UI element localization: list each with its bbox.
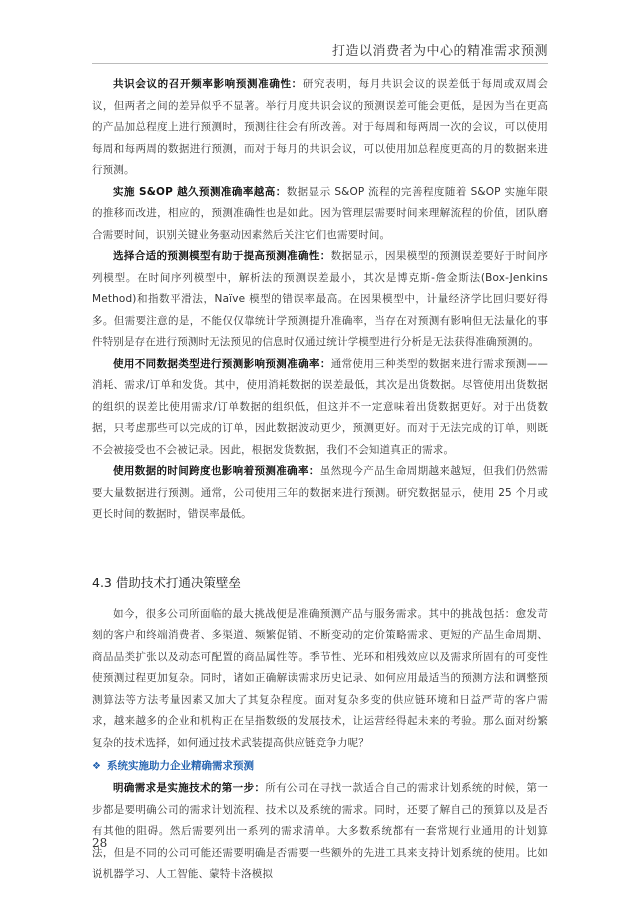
paragraph-text: 所有公司在寻找一款适合自己的需求计划系统的时候，第一步都是要明确公司的需求计划流程、技术以及系统的需求。同时，还要了解自己的预算以及是否有其他的阻碍。然后需要列出一系列的需求清单。大多数系统都有一套常规行业通用的计划算法，但是不同的公司可能还需要明确是否需要一些额外的先进工具来支持计划系统的使用。比如说机器学习、人工智能、蒙特卡洛模拟	[92, 782, 548, 880]
paragraph-lead: 实施 S&OP 越久预测准确率越高：	[113, 185, 287, 198]
diamond-bullet-icon: ❖	[92, 761, 101, 772]
paragraph-text: 虽然现今产品生命周期越来越短，但我们仍然需要大量数据进行预测。通常，公司使用三年的数据来进行预测。研究数据显示，使用 25 个月或更长时间的数据时，错误率最低。	[92, 465, 548, 520]
paragraph-text: 数据显示，因果模型的预测误差要好于时间序列模型。在时间序列模型中，解析法的预测误差最小，其次是博克斯-詹金斯法(Box-Jenkins Method)和指数平滑法，Naïve 模型的错误率最高。在因果模型中，计量经济学比回归要好得多。但需要注意的是，不能仅仅靠统计学预测提升准确率，当存在对预测有影响但无法量化的事件特别是存在进行预测时无法预见的信息时仅通过统计学模型进行分析是无法获得准确预测的。	[92, 250, 549, 348]
section-intro-paragraph: 如今，很多公司所面临的最大挑战便是准确预测产品与服务需求。其中的挑战包括：愈发苛刻的客户和终端消费者、多渠道、频繁促销、不断变动的定价策略需求、更短的产品生命周期、商品品类扩张以及动态可配置的商品属性等。季节性、光环和相残效应以及需求所固有的可变性使预测过程更加复杂。同时，诸如正确解读需求历史记录、如何应用最适当的预测方法和调整预测算法等方法考量因素又加大了其复杂程度。面对复杂多变的供应链环境和日益严苛的客户需求，越来越多的企业和机构正在呈指数级的发展技术，让运营经得起未来的考验。那么面对纷繁复杂的技术选择，如何通过技术武装提高供应链竞争力呢？	[92, 607, 548, 749]
paragraph-lead: 明确需求是实施技术的第一步：	[113, 782, 266, 794]
paragraph-sop-duration	[92, 182, 548, 247]
paragraph-text: 通常使用三种类型的数据来进行需求预测——消耗、需求/订单和发货。其中，使用消耗数据的误差最低，其次是出货数据。尽管使用出货数据的组织的误差比使用需求/订单数据的组织低，但这并不一定意味着出货数据更好。对于出货数据，只考虑那些可以完成的订单，因此数据波动更少，预测更好。而对于无法完成的订单，则既不会被接受也不会被记录。因此，根据发货数据，我们不会知道真正的需求。	[92, 357, 549, 456]
paragraph-forecast-model	[92, 246, 548, 354]
paragraph-text: 研究表明，每月共识会议的误差低于每周或双周会议，但两者之间的差异似乎不显著。举行月度共识会议的预测误差可能会更低，是因为当在更高的产品加总程度上进行预测时，预测往往会有所改善。对于每周和每两周一次的会议，可以使用每周和每两周的数据进行预测，而对于每月的共识会议，可以使用加总程度更高的月的数据来进行预测。	[92, 78, 548, 176]
paragraph-text: 数据显示 S&OP 流程的完善程度随着 S&OP 实施年限的推移而改进，相应的，预测准确性也是如此。因为管理层需要时间来理解流程的价值，团队磨合需要时间，识别关键业务驱动因素然后关注它们也需要时间。	[92, 185, 548, 241]
page-content	[92, 74, 548, 886]
page-number: 28	[92, 836, 108, 850]
paragraph-data-types	[92, 354, 548, 462]
paragraph-lead: 选择合适的预测模型有助于提高预测准确性：	[113, 250, 331, 262]
paragraph-meeting-frequency	[92, 74, 548, 182]
paragraph-lead: 使用数据的时间跨度也影响着预测准确率：	[113, 465, 320, 477]
sub-heading	[92, 755, 548, 778]
paragraph-clarify-needs	[92, 778, 548, 886]
section-heading: 4.3 借助技术打通决策壁垒	[92, 574, 241, 590]
running-header: 打造以消费者为中心的精准需求预测	[331, 44, 548, 59]
sub-heading-text: 系统实施助力企业精确需求预测	[106, 760, 254, 772]
paragraph-lead: 共识会议的召开频率影响预测准确性：	[113, 78, 303, 90]
paragraph-data-timespan	[92, 461, 548, 526]
paragraph-lead: 使用不同数据类型进行预测影响预测准确率：	[113, 357, 331, 370]
header-divider	[92, 63, 548, 64]
